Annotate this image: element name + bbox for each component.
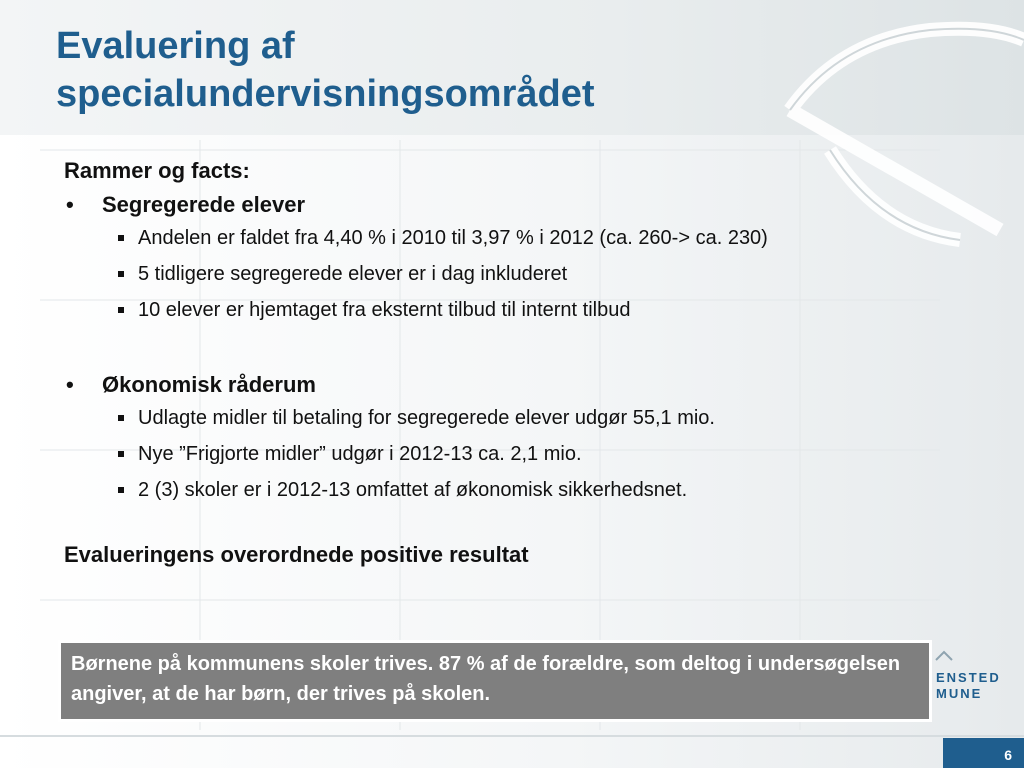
list-item (114, 260, 924, 288)
logo-line-2: MUNE (936, 686, 983, 701)
bullet-dot-icon: • (66, 192, 74, 217)
list-item-text: Udlagte midler til betaling for segregerede elever udgør 55,1 mio. (138, 407, 715, 429)
list-item (114, 476, 924, 504)
list-item (114, 224, 924, 252)
square-bullet-icon (118, 487, 124, 493)
title-line-2: specialundervisningsområdet (56, 73, 595, 115)
intro-heading: Rammer og facts: (64, 158, 250, 183)
sub-list (64, 224, 924, 324)
square-bullet-icon (118, 235, 124, 241)
page-number: 6 (943, 738, 1024, 768)
slide-title (56, 22, 816, 118)
square-bullet-icon (118, 307, 124, 313)
list-item-text: Andelen er faldet fra 4,40 % i 2010 til 3,97 % i 2012 (ca. 260-> ca. 230) (138, 227, 768, 249)
municipality-logo (936, 670, 1001, 702)
list-item (114, 440, 924, 468)
square-bullet-icon (118, 271, 124, 277)
title-line-1: Evaluering af (56, 25, 295, 67)
square-bullet-icon (118, 415, 124, 421)
bullet-segregerede-elever (64, 188, 924, 222)
bullet-heading: Økonomisk råderum (102, 372, 316, 397)
footer-decoration (0, 734, 1024, 768)
bullet-okonomisk-raderum (64, 368, 924, 402)
bullet-heading: Segregerede elever (102, 192, 306, 217)
list-item-text: Nye ”Frigjorte midler” udgør i 2012-13 ca. 2,1 mio. (138, 443, 582, 465)
list-item (114, 404, 924, 432)
spacer (64, 332, 924, 368)
results-highlight-box: Børnene på kommunens skoler trives. 87 % af de forældre, som deltog i undersøgelsen angiver, at de har børn, der trives på skolen. (58, 640, 932, 722)
spacer (64, 512, 924, 538)
sub-list (64, 404, 924, 504)
logo-line-1: ENSTED (936, 670, 1001, 685)
square-bullet-icon (118, 451, 124, 457)
list-item-text: 2 (3) skoler er i 2012-13 omfattet af økonomisk sikkerhedsnet. (138, 479, 688, 501)
slide-content (64, 154, 924, 572)
bullet-dot-icon: • (66, 372, 74, 397)
list-item (114, 296, 924, 324)
list-item-text: 5 tidligere segregerede elever er i dag inkluderet (138, 263, 568, 285)
results-heading: Evalueringens overordnede positive resultat (64, 542, 529, 567)
list-item-text: 10 elever er hjemtaget fra eksternt tilbud til internt tilbud (138, 299, 631, 321)
